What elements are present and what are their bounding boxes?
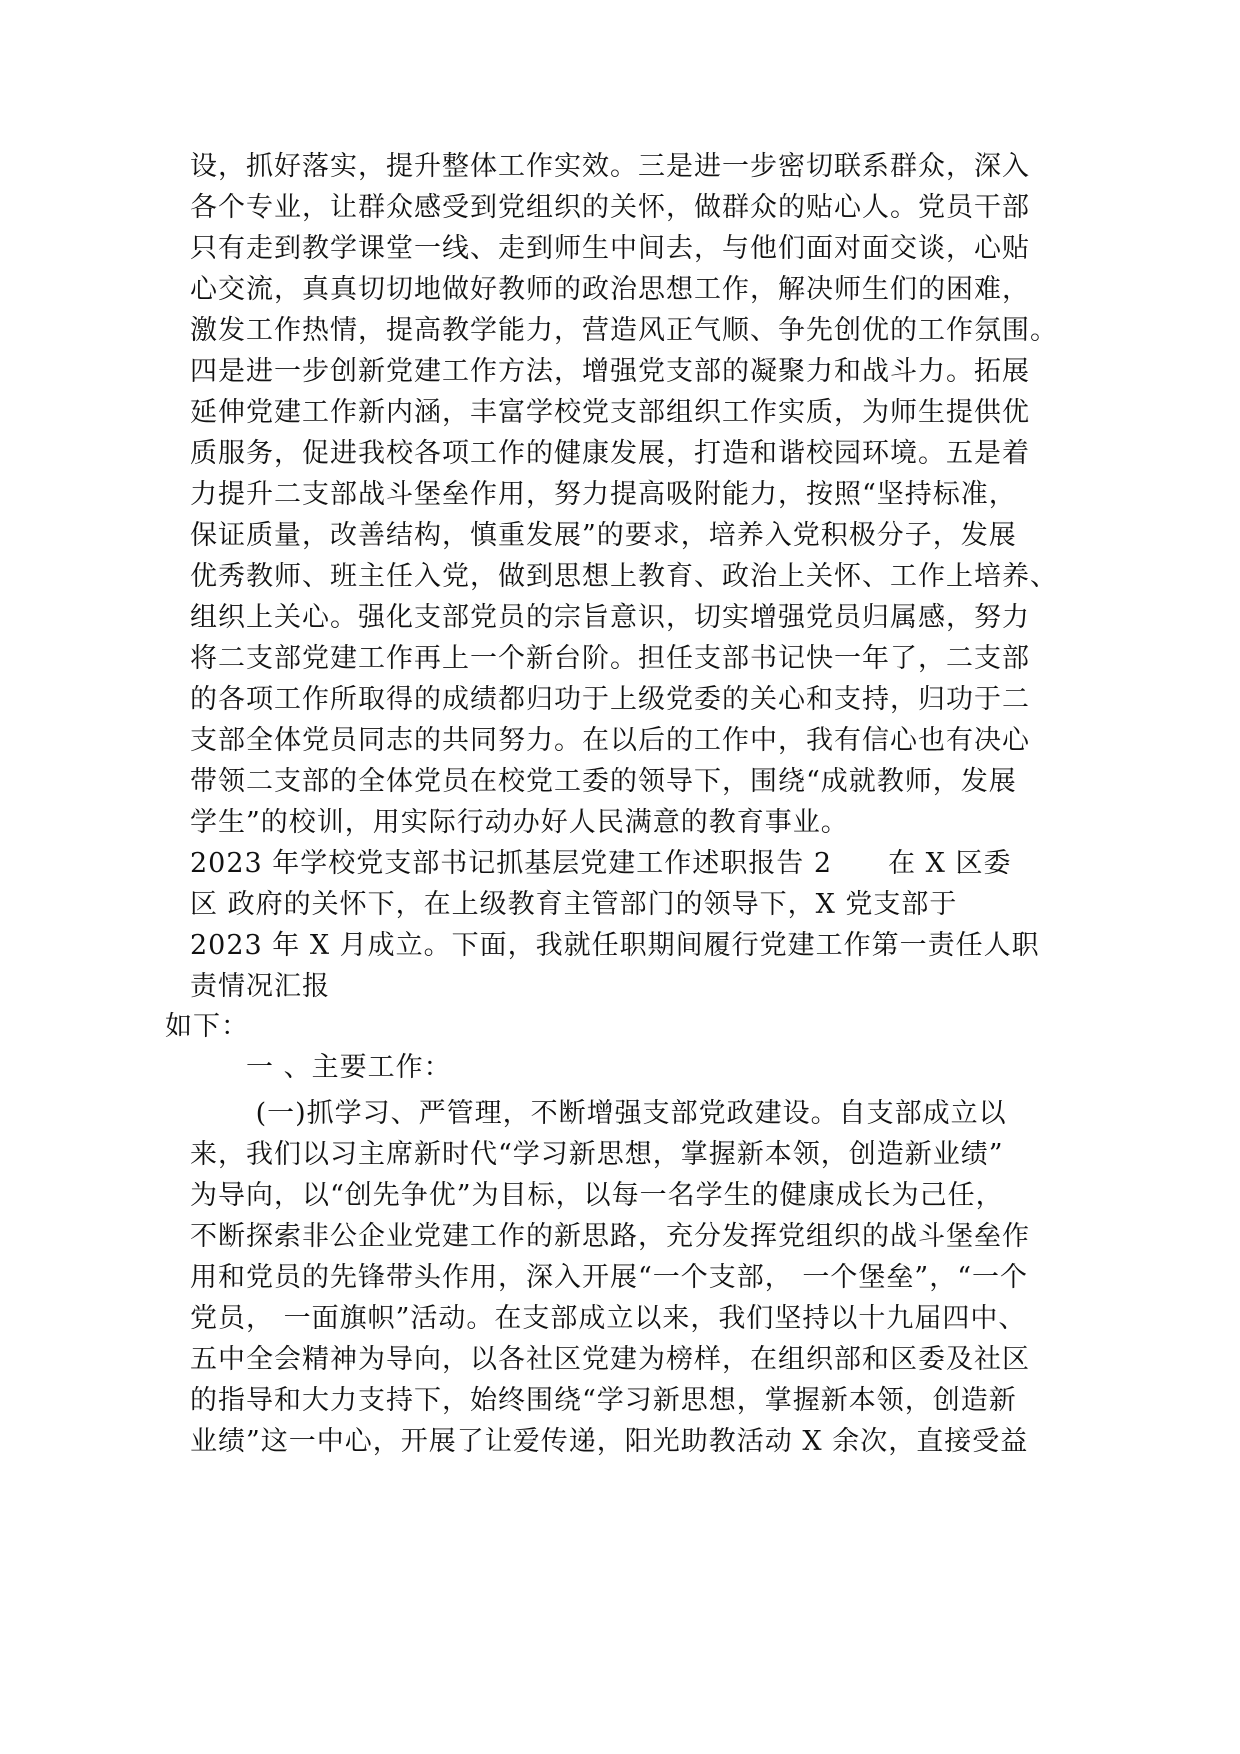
subsection-heading-line: (一)抓学习、严管理，不断增强支部党政建设。自支部成立以 [190,1098,1007,1129]
text-line: 带领二支部的全体党员在校党工委的领导下，围绕“成就教师，发展 [190,766,1017,797]
text-line: 设，抓好落实，提升整体工作实效。三是进一步密切联系群众，深入 [190,151,1030,182]
text-line: 保证质量，改善结构，慎重发展”的要求，培养入党积极分子，发展 [190,520,1017,551]
section-heading: 一 、主要工作： [190,1052,452,1083]
text-line: 各个专业，让群众感受到党组织的关怀，做群众的贴心人。党员干部 [190,192,1030,223]
text-line: 支部全体党员同志的共同努力。在以后的工作中，我有信心也有决心 [190,725,1030,756]
text-line: 学生”的校训，用实际行动办好人民满意的教育事业。 [190,807,849,838]
text-line: 只有走到教学课堂一线、走到师生中间去，与他们面对面交谈，心贴 [190,233,1030,264]
text-line: 2023 年 X 月成立。下面，我就任职期间履行党建工作第一责任人职 [190,930,1040,961]
text-line: 的指导和大力支持下，始终围绕“学习新思想，掌握新本领，创造新 [190,1385,1017,1416]
text-line: 责情况汇报 [190,971,330,1002]
text-line: 来，我们以习主席新时代“学习新思想，掌握新本领，创造新业绩” [190,1139,1004,1170]
text-line: 用和党员的先锋带头作用，深入开展“一个支部， 一个堡垒”，“一个 [190,1262,1028,1293]
text-line: 五中全会精神为导向，以各社区党建为榜样，在组织部和区委及社区 [190,1344,1030,1375]
text-line: 区 政府的关怀下，在上级教育主管部门的领导下，X 党支部于 [190,889,958,920]
text-line: 质服务，促进我校各项工作的健康发展，打造和谐校园环境。五是着 [190,438,1030,469]
text-line: 业绩”这一中心，开展了让爱传递，阳光助教活动 X 余次，直接受益 [190,1426,1029,1457]
text-line: 将二支部党建工作再上一个新台阶。担任支部书记快一年了，二支部 [190,643,1030,674]
text-line: 的各项工作所取得的成绩都归功于上级党委的关心和支持，归功于二 [190,684,1030,715]
text-line: 为导向，以“创先争优”为目标，以每一名学生的健康成长为己任， [190,1180,1004,1211]
report-title-line: 2023 年学校党支部书记抓基层党建工作述职报告 2 在 X 区委 [190,848,1012,879]
text-line: 力提升二支部战斗堡垒作用，努力提高吸附能力，按照“坚持标准， [190,479,1017,510]
text-line: 党员， 一面旗帜”活动。在支部成立以来，我们坚持以十九届四中、 [190,1303,1027,1334]
text-line: 不断探索非公企业党建工作的新思路，充分发挥党组织的战斗堡垒作 [190,1221,1030,1252]
text-line: 组织上关心。强化支部党员的宗旨意识，切实增强党员归属感，努力 [190,602,1030,633]
text-line: 如下： [165,1011,249,1042]
text-line: 优秀教师、班主任入党，做到思想上教育、政治上关怀、工作上培养、 [190,561,1058,592]
text-line: 心交流，真真切切地做好教师的政治思想工作，解决师生们的困难， [190,274,1030,305]
text-line: 激发工作热情，提高教学能力，营造风正气顺、争先创优的工作氛围。 [190,315,1058,346]
text-line: 延伸党建工作新内涵，丰富学校党支部组织工作实质，为师生提供优 [190,397,1030,428]
text-line: 四是进一步创新党建工作方法，增强党支部的凝聚力和战斗力。拓展 [190,356,1030,387]
